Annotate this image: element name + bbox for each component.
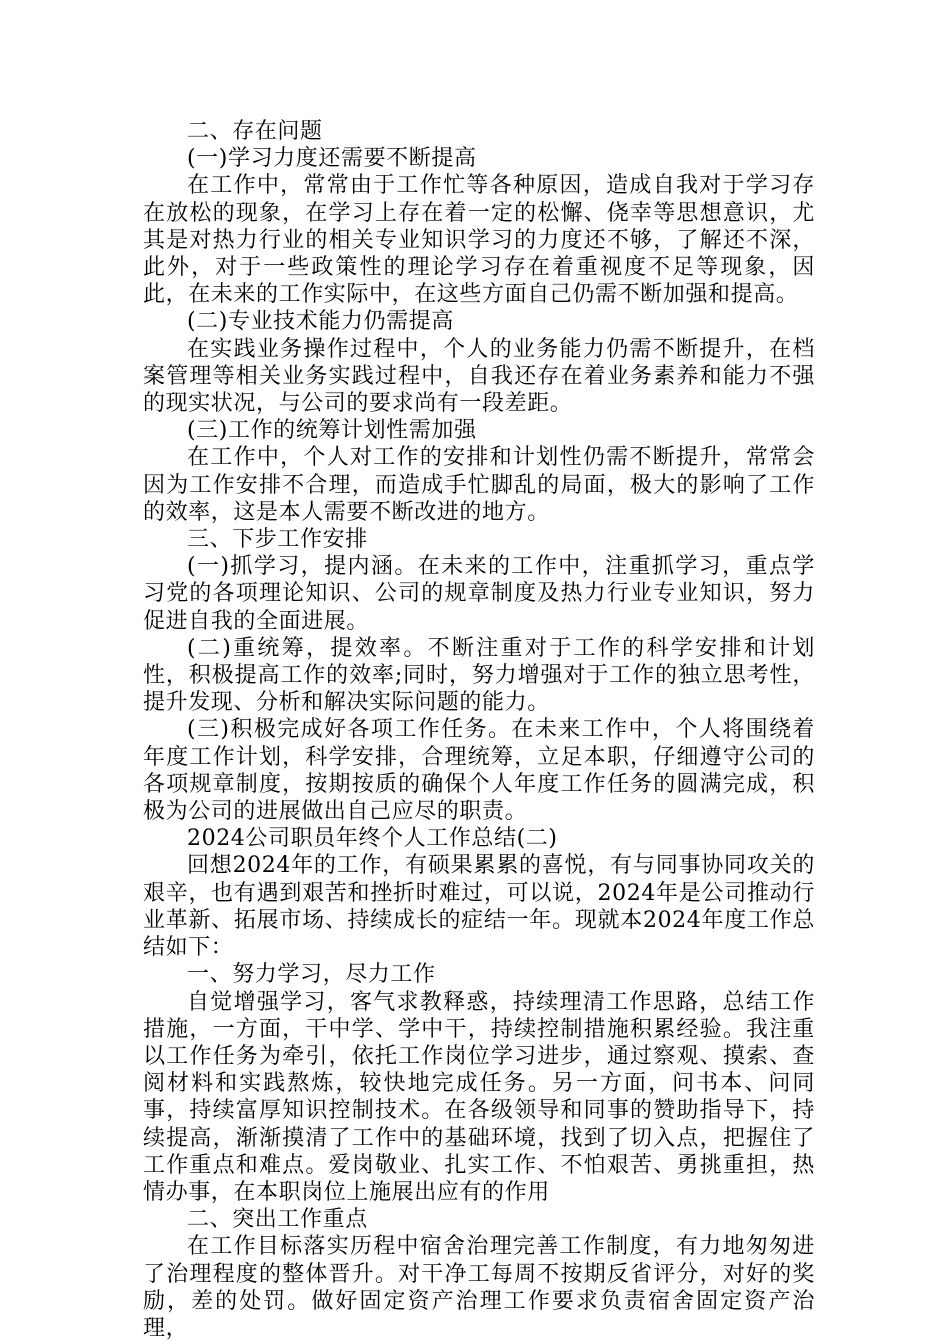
subheading-planning: (三)工作的统筹计划性需加强 bbox=[187, 418, 477, 444]
paragraph-skills: 在实践业务操作过程中，个人的业务能力仍需不断提升，在档案管理等相关业务实践过程中，自我还存在着业务素养和能力不强的现实状况，与公司的要求尚有一段差距。 bbox=[143, 336, 815, 417]
paragraph-next-step-2: (二)重统筹，提效率。不断注重对于工作的科学安排和计划性，积极提高工作的效率;同时，努力增强对于工作的独立思考性，提升发现、分析和解决实际问题的能力。 bbox=[143, 635, 815, 716]
paragraph-learning: 自觉增强学习，客气求教释惑，持续理清工作思路，总结工作措施，一方面，干中学、学中干，持续控制措施积累经验。我注重以工作任务为牵引，依托工作岗位学习进步，通过察观、摸索、查阅材料和实践熬炼，较快地完成任务。另一方面，问书本、问同事，持续富厚知识控制技术。在各级领导和同事的赞助指导下，持续提高，渐渐摸清了工作中的基础环境，找到了切入点，把握住了工作重点和难点。爱岗敬业、扎实工作、不怕艰苦、勇挑重担，热情办事，在本职岗位上施展出应有的作用 bbox=[143, 989, 815, 1205]
subheading-skills: (二)专业技术能力仍需提高 bbox=[187, 309, 454, 335]
section-heading-next-steps: 三、下步工作安排 bbox=[187, 527, 368, 553]
section-heading-problems: 二、存在问题 bbox=[187, 119, 323, 144]
paragraph-planning: 在工作中，个人对工作的安排和计划性仍需不断提升，常常会因为工作安排不合理，而造成手忙脚乱的局面，极大的影响了工作的效率，这是本人需要不断改进的地方。 bbox=[143, 445, 815, 525]
paragraph-focus: 在工作目标落实历程中宿舍治理完善工作制度，有力地匆匆进了治理程度的整体晋升。对干净工每周不按期反省评分，对好的奖励，差的处罚。做好固定资产治理工作要求负责宿舍固定资产治理， bbox=[143, 1234, 815, 1341]
document-page bbox=[143, 118, 815, 1342]
paragraph-next-step-3: (三)积极完成好各项工作任务。在未来工作中，个人将围绕着年度工作计划，科学安排，合理统筹，立足本职，仔细遵守公司的各项规章制度，按期按质的确保个人年度工作任务的圆满完成，积极为公司的进展做出自己应尽的职责。 bbox=[143, 717, 815, 825]
paragraph-review: 回想2024年的工作，有硕果累累的喜悦，有与同事协同攻关的艰辛，也有遇到艰苦和挫折时难过，可以说，2024年是公司推动行业革新、拓展市场、持续成长的症结一年。现就本2024年度工作总结如下： bbox=[143, 853, 815, 961]
paragraph-next-step-1: (一)抓学习，提内涵。在未来的工作中，注重抓学习，重点学习党的各项理论知识、公司的规章制度及热力行业专业知识，努力促进自我的全面进展。 bbox=[143, 554, 815, 634]
section-heading-focus: 二、突出工作重点 bbox=[187, 1207, 368, 1233]
document-title-part-two: 2024公司职员年终个人工作总结(二) bbox=[187, 826, 558, 852]
paragraph-study: 在工作中，常常由于工作忙等各种原因，造成自我对于学习存在放松的现象，在学习上存在着一定的松懈、侥幸等思想意识，尤其是对热力行业的相关专业知识学习的力度还不够，了解还不深，此外，对于一些政策性的理论学习存在着重视度不足等现象，因此，在未来的工作实际中，在这些方面自己仍需不断加强和提高。 bbox=[143, 173, 815, 308]
section-heading-learning: 一、努力学习，尽力工作 bbox=[187, 962, 436, 988]
subheading-study: (一)学习力度还需要不断提高 bbox=[187, 146, 477, 172]
